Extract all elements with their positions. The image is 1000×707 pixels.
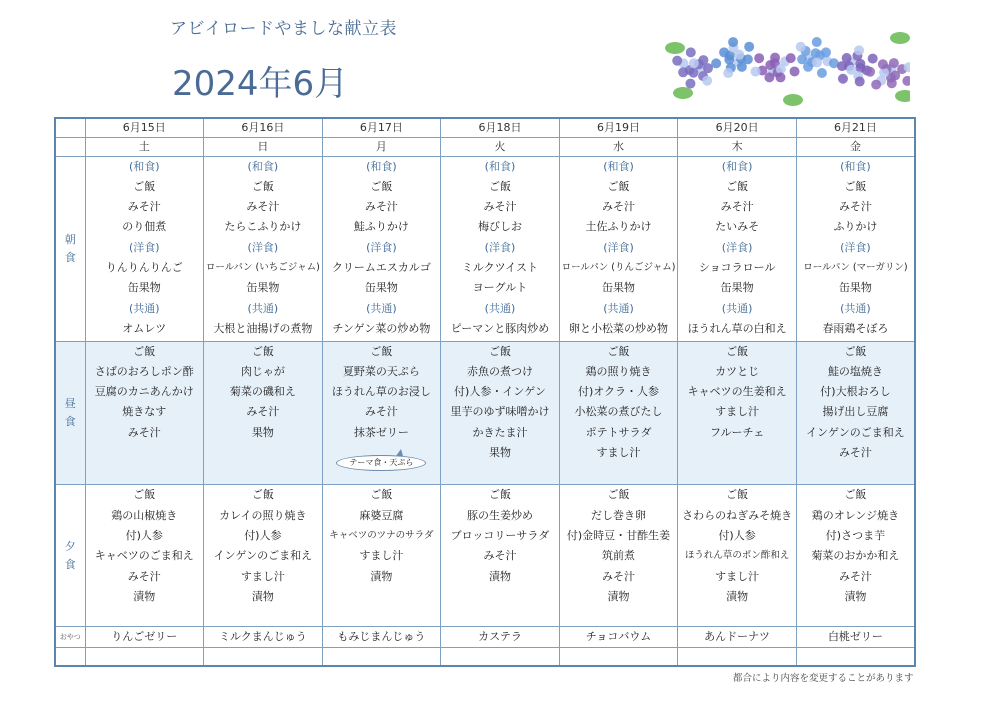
dinner-item: ご飯 — [251, 488, 274, 502]
dinner-cell — [322, 485, 441, 627]
breakfast-item: ご飯 — [607, 179, 630, 193]
dinner-item: ブロッコリーサラダ — [450, 529, 550, 543]
breakfast-item: みそ汁 — [364, 200, 398, 214]
lunch-cell — [204, 341, 323, 485]
dinner-item: すまし汁 — [359, 549, 404, 563]
lunch-item: 揚げ出し豆腐 — [822, 405, 889, 419]
blank-cell — [204, 648, 323, 666]
breakfast-item: ご飯 — [133, 179, 156, 193]
dinner-item: キャベツのごま和え — [94, 549, 194, 563]
dinner-item: 筑前煮 — [602, 549, 636, 563]
dinner-cell — [85, 485, 204, 627]
flower-petal — [743, 54, 753, 64]
flower-petal — [868, 54, 878, 64]
dinner-item: 鶏の山椒焼き — [111, 508, 178, 522]
breakfast-cell — [441, 156, 560, 341]
flower-petal — [770, 53, 780, 63]
dinner-item: みそ汁 — [483, 549, 517, 563]
breakfast-item: (和食) — [247, 159, 279, 173]
breakfast-item: たらこふりかけ — [224, 220, 302, 234]
snack-cell: ミルクまんじゅう — [204, 627, 323, 648]
theme-bubble: テーマ食・天ぷら — [336, 455, 426, 471]
lunch-item: フルーチェ — [709, 425, 765, 439]
dinner-cell — [441, 485, 560, 627]
dinner-item: 漬物 — [251, 589, 274, 603]
flower-petal — [754, 53, 764, 63]
breakfast-item: ご飯 — [488, 179, 511, 193]
breakfast-item: ピーマンと豚肉炒め — [450, 321, 550, 335]
dinner-item: すまし汁 — [715, 569, 760, 583]
flower-petal — [838, 74, 848, 84]
breakfast-item: 卵と小松菜の炒め物 — [569, 321, 669, 335]
flower-petal — [812, 37, 822, 47]
breakfast-item: ご飯 — [844, 179, 867, 193]
dinner-item: ご飯 — [488, 488, 511, 502]
flower-petal — [889, 58, 899, 68]
snack-cell: りんごゼリー — [85, 627, 204, 648]
flower-petal — [837, 61, 847, 71]
dinner-item: みそ汁 — [838, 569, 872, 583]
breakfast-item: みそ汁 — [720, 200, 754, 214]
date-row — [55, 118, 915, 137]
breakfast-item: 大根と油揚げの煮物 — [213, 321, 313, 335]
leaf — [890, 32, 910, 44]
flower-petal — [811, 48, 821, 58]
breakfast-item: (共通) — [366, 301, 397, 315]
lunch-item: ご飯 — [488, 344, 511, 358]
flower-petal — [689, 68, 699, 78]
date-cell: 6月18日 — [441, 118, 560, 137]
flower-petal — [764, 72, 774, 82]
flower-petal — [887, 78, 897, 88]
dinner-item: ご飯 — [133, 488, 156, 502]
lunch-item: 赤魚の煮つけ — [466, 364, 533, 378]
flower-petal — [744, 42, 754, 52]
breakfast-item: 缶果物 — [246, 281, 280, 295]
breakfast-cell — [85, 156, 204, 341]
breakfast-item: たいみそ — [715, 220, 760, 234]
dinner-item: ご飯 — [607, 488, 630, 502]
footer-note: 都合により内容を変更することがあります — [733, 673, 914, 684]
flower-petal — [796, 42, 806, 52]
breakfast-item: 缶果物 — [127, 281, 161, 295]
breakfast-item: 土佐ふりかけ — [585, 220, 652, 234]
flower-petal — [689, 58, 699, 68]
lunch-cell — [85, 341, 204, 485]
flower-petal — [902, 76, 910, 86]
snack-cell: チョコバウム — [559, 627, 678, 648]
weekday-cell: 月 — [322, 137, 441, 156]
breakfast-item: 春雨鶏そぼろ — [822, 321, 889, 335]
breakfast-item: (和食) — [366, 159, 397, 173]
dinner-item: 付)人参 — [244, 529, 282, 543]
breakfast-item: (洋食) — [128, 240, 160, 254]
breakfast-item: ロールパン (マーガリン) — [803, 261, 908, 273]
page-subtitle: アビイロードやましな献立表 — [170, 19, 397, 39]
breakfast-item: 鮭ふりかけ — [353, 220, 409, 234]
flower-petal — [776, 72, 786, 82]
breakfast-cell — [678, 156, 797, 341]
lunch-cell — [441, 341, 560, 485]
flower-petal — [790, 66, 800, 76]
snack-cell: カステラ — [441, 627, 560, 648]
blank-cell — [441, 648, 560, 666]
date-cell: 6月15日 — [85, 118, 204, 137]
breakfast-item: みそ汁 — [838, 200, 872, 214]
page-title: 2024年6月 — [172, 64, 349, 104]
breakfast-item: チンゲン菜の炒め物 — [332, 321, 431, 335]
breakfast-item: ご飯 — [726, 179, 749, 193]
lunch-item: みそ汁 — [127, 425, 161, 439]
weekday-row — [55, 137, 915, 156]
breakfast-row — [55, 156, 915, 341]
lunch-item: 付)大根おろし — [820, 385, 891, 399]
flower-petal — [854, 45, 864, 55]
breakfast-item: (和食) — [128, 159, 160, 173]
breakfast-cell — [559, 156, 678, 341]
breakfast-item: 梅びしお — [477, 220, 522, 234]
dinner-item: 漬物 — [488, 569, 511, 583]
dinner-item: 麻婆豆腐 — [359, 508, 404, 522]
lunch-item: ほうれん草のお浸し — [331, 385, 431, 399]
lunch-item: ご飯 — [844, 344, 867, 358]
snack-label: おやつ — [55, 627, 85, 648]
dinner-label: 夕 食 — [55, 485, 85, 627]
lunch-item: ご飯 — [607, 344, 630, 358]
dinner-item: キャベツのツナのサラダ — [329, 530, 434, 542]
dinner-row — [55, 485, 915, 627]
breakfast-item: ほうれん草の白和え — [687, 321, 787, 335]
blank-row — [55, 648, 915, 666]
breakfast-item: 缶果物 — [838, 281, 872, 295]
breakfast-cell — [796, 156, 915, 341]
snack-cell: あんドーナツ — [678, 627, 797, 648]
leaf — [783, 94, 803, 106]
breakfast-item: ご飯 — [370, 179, 393, 193]
menu-table — [54, 117, 916, 667]
lunch-cell — [678, 341, 797, 485]
dinner-item: 菊菜のおかか和え — [811, 549, 900, 563]
lunch-item: 夏野菜の天ぷら — [342, 364, 420, 378]
dinner-item: すまし汁 — [240, 569, 285, 583]
flower-petal — [817, 68, 827, 78]
dinner-item: ご飯 — [370, 488, 393, 502]
corner-cell — [55, 137, 85, 156]
blank-cell — [85, 648, 204, 666]
flower-petal — [702, 76, 712, 86]
lunch-item: 小松菜の煮びたし — [574, 405, 663, 419]
lunch-item: 付)人参・インゲン — [454, 385, 546, 399]
flower-petal — [846, 65, 856, 75]
blank-cell — [796, 648, 915, 666]
breakfast-item: (和食) — [721, 159, 753, 173]
lunch-item: みそ汁 — [364, 405, 398, 419]
breakfast-cell — [322, 156, 441, 341]
corner-cell — [55, 118, 85, 137]
lunch-item: ご飯 — [726, 344, 749, 358]
flower-petal — [878, 59, 888, 69]
flower-petal — [698, 55, 708, 65]
breakfast-item: (和食) — [484, 159, 516, 173]
dinner-cell — [204, 485, 323, 627]
breakfast-item: (共通) — [484, 301, 516, 315]
flower-petal — [672, 56, 682, 66]
flower-petal — [723, 68, 733, 78]
lunch-item: インゲンのごま和え — [806, 425, 905, 439]
flower-petal — [719, 47, 729, 57]
weekday-cell: 土 — [85, 137, 204, 156]
snack-cell: 白桃ゼリー — [796, 627, 915, 648]
lunch-item: 菊菜の磯和え — [229, 385, 296, 399]
breakfast-item: みそ汁 — [602, 200, 636, 214]
flower-petal — [812, 58, 822, 68]
lunch-item: ポテトサラダ — [585, 425, 652, 439]
breakfast-item: ロールパン (いちごジャム) — [205, 261, 320, 273]
breakfast-item: (共通) — [128, 301, 160, 315]
dinner-item: 豚の生姜炒め — [466, 508, 533, 522]
flower-petal — [678, 67, 688, 77]
lunch-item: キャベツの生姜和え — [687, 385, 787, 399]
breakfast-cell — [204, 156, 323, 341]
dinner-item: みそ汁 — [602, 569, 636, 583]
lunch-item: 鮭の塩焼き — [827, 364, 883, 378]
dinner-cell — [559, 485, 678, 627]
weekday-cell: 水 — [559, 137, 678, 156]
dinner-item: ほうれん草のポン酢和え — [684, 550, 790, 562]
breakfast-item: (洋食) — [840, 240, 871, 254]
lunch-item: 果物 — [488, 446, 511, 460]
date-cell: 6月21日 — [796, 118, 915, 137]
date-cell: 6月17日 — [322, 118, 441, 137]
breakfast-item: (洋食) — [484, 240, 516, 254]
breakfast-item: ロールパン (りんごジャム) — [561, 261, 676, 273]
breakfast-item: みそ汁 — [127, 200, 161, 214]
dinner-item: 漬物 — [607, 589, 630, 603]
breakfast-item: 缶果物 — [364, 281, 398, 295]
lunch-item: すまし汁 — [596, 446, 641, 460]
lunch-item: すまし汁 — [715, 405, 760, 419]
dinner-item: 漬物 — [370, 569, 393, 583]
dinner-item: インゲンのごま和え — [213, 549, 313, 563]
breakfast-item: (洋食) — [721, 240, 753, 254]
dinner-item: 付)人参 — [125, 529, 163, 543]
breakfast-item: (洋食) — [247, 240, 279, 254]
lunch-cell — [322, 341, 441, 485]
dinner-item: 漬物 — [133, 589, 156, 603]
lunch-item: ご飯 — [370, 344, 393, 358]
breakfast-item: みそ汁 — [246, 200, 280, 214]
lunch-item: 肉じゃが — [240, 364, 285, 378]
breakfast-item: ミルクツイスト — [461, 260, 539, 274]
leaf — [673, 87, 693, 99]
snack-cell: もみじまんじゅう — [322, 627, 441, 648]
weekday-cell: 日 — [204, 137, 323, 156]
lunch-item: 付)オクラ・人参 — [577, 385, 660, 399]
flower-petal — [821, 47, 831, 57]
leaf — [665, 42, 685, 54]
flower-petal — [734, 50, 744, 60]
breakfast-item: ショコラロール — [698, 260, 776, 274]
breakfast-item: (洋食) — [366, 240, 397, 254]
leaf — [895, 90, 910, 102]
lunch-item: みそ汁 — [246, 405, 280, 419]
dinner-item: 付)人参 — [718, 529, 756, 543]
blank-cell — [559, 648, 678, 666]
lunch-item: 抹茶ゼリー — [353, 425, 409, 439]
breakfast-item: 缶果物 — [602, 281, 636, 295]
flower-petal — [686, 47, 696, 57]
lunch-item: かきたま汁 — [472, 425, 528, 439]
flower-petal — [711, 58, 721, 68]
weekday-cell: 金 — [796, 137, 915, 156]
dinner-item: みそ汁 — [127, 569, 161, 583]
snack-row — [55, 627, 915, 648]
dinner-cell — [678, 485, 797, 627]
blank-cell — [678, 648, 797, 666]
lunch-item: ご飯 — [251, 344, 274, 358]
lunch-item: カツとじ — [715, 364, 760, 378]
lunch-item: 里芋のゆず味噌かけ — [450, 405, 550, 419]
dinner-item: カレイの照り焼き — [219, 508, 307, 522]
breakfast-item: (和食) — [603, 159, 634, 173]
lunch-cell — [796, 341, 915, 485]
weekday-cell: 火 — [441, 137, 560, 156]
breakfast-item: 缶果物 — [720, 281, 754, 295]
breakfast-item: りんりんりんご — [105, 260, 183, 274]
dinner-item: ご飯 — [726, 488, 749, 502]
dinner-item: ご飯 — [844, 488, 867, 502]
breakfast-item: (洋食) — [603, 240, 634, 254]
dinner-item: 付)さつま芋 — [825, 529, 886, 543]
flower-petal — [685, 79, 695, 89]
dinner-cell — [796, 485, 915, 627]
flower-petal — [855, 77, 865, 87]
date-cell: 6月19日 — [559, 118, 678, 137]
lunch-item: さばのおろしポン酢 — [94, 364, 194, 378]
breakfast-item: (共通) — [721, 301, 753, 315]
flower-petal — [728, 37, 738, 47]
breakfast-item: のり佃煮 — [122, 220, 167, 234]
flower-petal — [786, 53, 796, 63]
breakfast-item: クリームエスカルゴ — [331, 260, 431, 274]
flower-petal — [871, 80, 881, 90]
lunch-row — [55, 341, 915, 485]
breakfast-item: オムレツ — [122, 321, 167, 335]
breakfast-label: 朝 食 — [55, 156, 85, 341]
lunch-item: 鶏の照り焼き — [585, 364, 652, 378]
breakfast-item: ヨーグルト — [472, 281, 528, 295]
breakfast-item: (和食) — [840, 159, 871, 173]
lunch-item: 焼きなす — [122, 405, 167, 419]
flower-petal — [751, 67, 761, 77]
dinner-item: さわらのねぎみそ焼き — [682, 508, 793, 522]
dinner-item: 漬物 — [726, 589, 749, 603]
breakfast-item: (共通) — [247, 301, 279, 315]
breakfast-item: (共通) — [840, 301, 871, 315]
blank-cell — [55, 648, 85, 666]
lunch-item: 果物 — [251, 425, 274, 439]
lunch-cell — [559, 341, 678, 485]
breakfast-item: ご飯 — [251, 179, 274, 193]
lunch-item: ご飯 — [133, 344, 156, 358]
breakfast-item: ふりかけ — [833, 220, 878, 234]
flower-petal — [865, 67, 875, 77]
lunch-label: 昼 食 — [55, 341, 85, 485]
dinner-item: 漬物 — [844, 589, 867, 603]
date-cell: 6月16日 — [204, 118, 323, 137]
date-cell: 6月20日 — [678, 118, 797, 137]
lunch-item: みそ汁 — [838, 446, 872, 460]
dinner-item: 付)金時豆・甘酢生姜 — [566, 529, 671, 543]
dinner-item: だし巻き卵 — [591, 508, 647, 522]
dinner-item: 鶏のオレンジ焼き — [811, 508, 900, 522]
blank-cell — [322, 648, 441, 666]
lunch-item: 豆腐のカニあんかけ — [94, 385, 194, 399]
weekday-cell: 木 — [678, 137, 797, 156]
hydrangea-illustration — [665, 18, 910, 110]
flower-petal — [803, 62, 813, 72]
breakfast-item: みそ汁 — [483, 200, 517, 214]
breakfast-item: (共通) — [603, 301, 634, 315]
